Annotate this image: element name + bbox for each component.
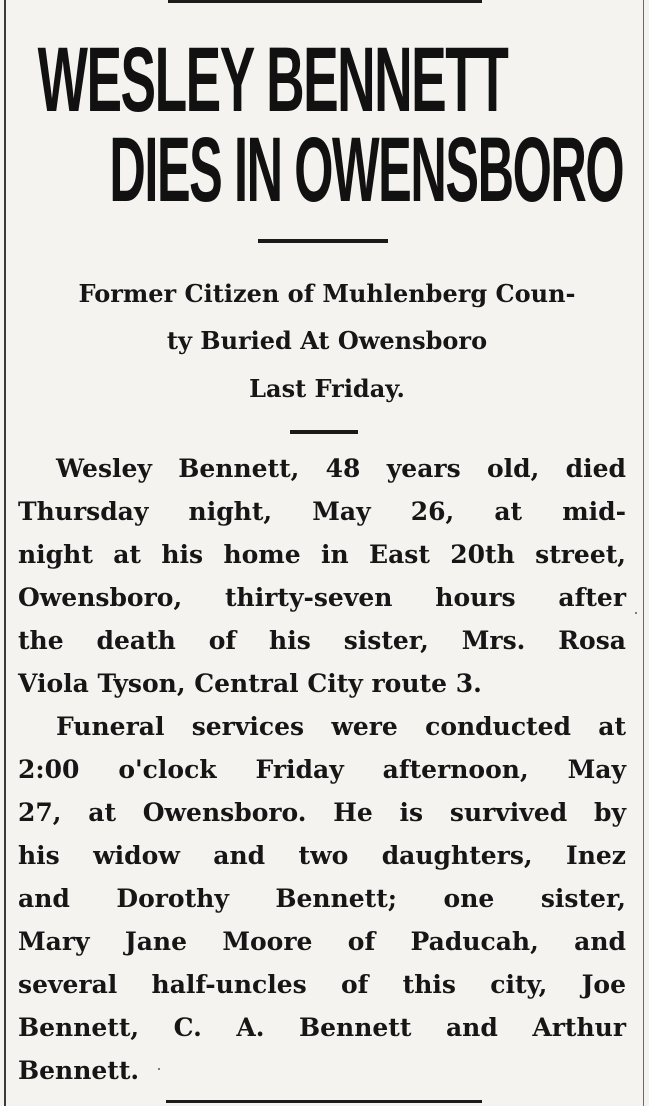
subheadline-line-2: ty Buried At Owensboro (166, 326, 488, 355)
paragraph-2-line-6: Mary Jane Moore of Paducah, and (18, 927, 626, 956)
print-speck (158, 1068, 160, 1070)
paragraph-1-line-2: Thursday night, May 26, at mid- (18, 497, 626, 526)
paragraph-2-line-5: and Dorothy Bennett; one sister, (18, 884, 626, 913)
paragraph-1-line-1: Wesley Bennett, 48 years old, died (56, 454, 626, 483)
subheadline-divider (290, 430, 358, 434)
paragraph-1-line-6: Viola Tyson, Central City route 3. (18, 669, 482, 698)
headline-line-1: WESLEY BENNETT (37, 28, 508, 132)
subheadline-line-1: Former Citizen of Muhlenberg Coun- (78, 279, 576, 308)
paragraph-2-line-7: several half-uncles of this city, Joe (18, 970, 626, 999)
top-rule (168, 0, 482, 3)
column-rule-left (4, 0, 6, 1106)
paragraph-2-line-4: his widow and two daughters, Inez (18, 841, 626, 870)
paragraph-2-line-9: Bennett. (18, 1056, 140, 1085)
headline-divider (258, 239, 388, 243)
paragraph-1-line-4: Owensboro, thirty-seven hours after (18, 583, 626, 612)
column-rule-right (643, 0, 644, 1106)
paragraph-2-line-1: Funeral services were conducted at (56, 712, 626, 741)
print-speck (635, 612, 637, 614)
paragraph-2-line-3: 27, at Owensboro. He is survived by (18, 798, 626, 827)
paragraph-1-line-3: night at his home in East 20th street, (18, 540, 626, 569)
paragraph-2-line-2: 2:00 o'clock Friday afternoon, May (18, 755, 626, 784)
paragraph-2-line-8: Bennett, C. A. Bennett and Arthur (18, 1013, 626, 1042)
bottom-rule (166, 1100, 482, 1103)
subheadline-line-3: Last Friday. (249, 374, 405, 403)
paragraph-1-line-5: the death of his sister, Mrs. Rosa (18, 626, 626, 655)
headline-line-2: DIES IN OWENSBORO (109, 118, 624, 222)
